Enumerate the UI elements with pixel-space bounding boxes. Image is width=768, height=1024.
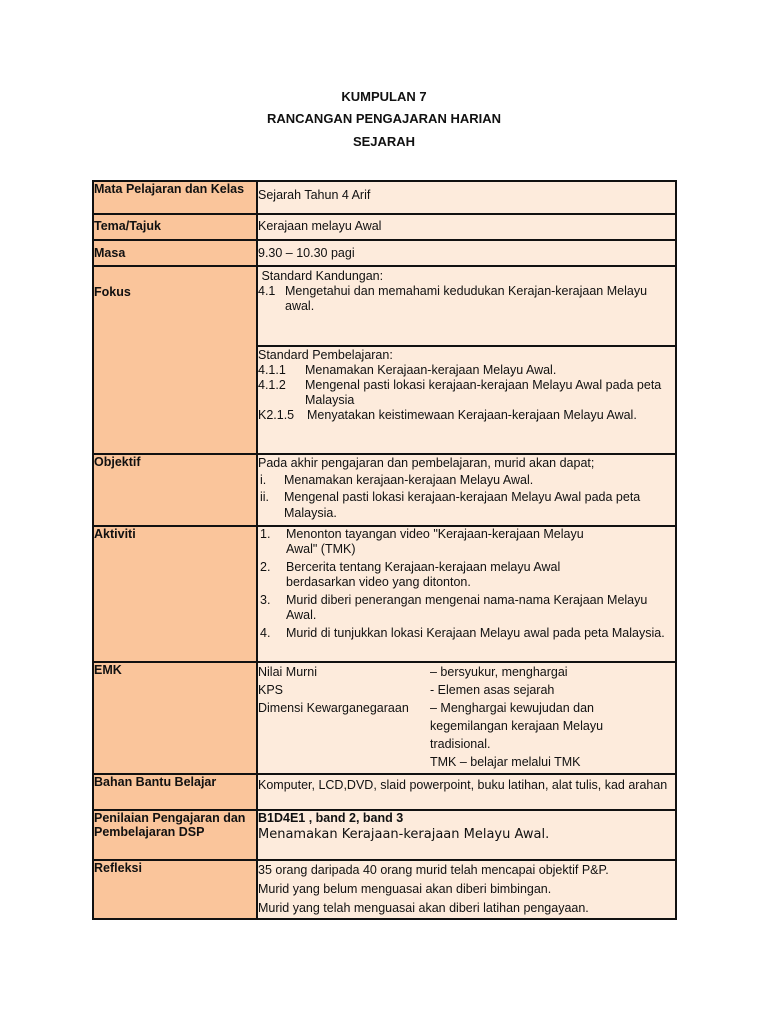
document-title: KUMPULAN 7 [341, 89, 427, 104]
table-row [93, 526, 676, 662]
emk-kps-key: KPS [258, 683, 284, 697]
label-emk: EMK [93, 662, 257, 774]
aktiviti-number: 3. [260, 593, 271, 607]
label-refleksi: Refleksi [93, 860, 257, 919]
table-row [93, 860, 676, 919]
table-row [93, 774, 676, 810]
label-masa: Masa [93, 240, 257, 266]
table-row [93, 214, 676, 240]
aktiviti-number: 4. [260, 626, 271, 640]
document-subtitle: RANCANGAN PENGAJARAN HARIAN [266, 111, 501, 126]
table-row [93, 662, 676, 774]
objektif-item [258, 472, 675, 489]
objektif-intro: Pada akhir pengajaran dan pembelajaran, murid akan dapat; [258, 456, 595, 470]
sp-text: Menyatakan keistimewaan Kerajaan-kerajaan Melayu Awal. [307, 408, 637, 422]
sp-text: Mengenal pasti lokasi kerajaan-kerajaan Melayu Awal pada peta Malaysia [305, 378, 662, 407]
aktiviti-number: 1. [260, 527, 271, 541]
emk-kps [258, 681, 675, 699]
sk-number: 4.1 [258, 284, 283, 298]
value-standard-pembelajaran [257, 346, 676, 454]
sp-heading: Standard Pembelajaran: [258, 348, 393, 362]
aktiviti-item [258, 560, 675, 590]
emk-dimensi-value: – Menghargai kewujudan dan kegemilangan kerajaan Melayu tradisional. [430, 701, 604, 751]
value-emk [257, 662, 676, 774]
emk-dimensi [258, 699, 675, 753]
label-aktiviti: Aktiviti [93, 526, 257, 662]
value-tema: Kerajaan melayu Awal [257, 214, 676, 240]
sp-number: 4.1.1 [258, 363, 286, 377]
aktiviti-number: 2. [260, 560, 271, 574]
aktiviti-text: Murid diberi penerangan mengenai nama-nama Kerajaan Melayu Awal. [286, 593, 648, 622]
aktiviti-text: Murid di tunjukkan lokasi Kerajaan Melayu awal pada peta Malaysia. [286, 626, 665, 640]
table-row [93, 181, 676, 214]
sp-item [258, 408, 675, 423]
table-row [93, 454, 676, 526]
label-fokus: Fokus [93, 266, 257, 454]
table-row [93, 240, 676, 266]
aktiviti-item [258, 593, 675, 623]
emk-tmk: TMK – belajar melalui TMK [430, 755, 581, 769]
objektif-item [258, 489, 675, 521]
value-mata-pelajaran: Sejarah Tahun 4 Arif [257, 181, 676, 214]
sp-item [258, 378, 675, 408]
emk-dimensi-key: Dimensi Kewarganegaraan [258, 701, 409, 715]
table-row [93, 810, 676, 860]
subject-title: SEJARAH [352, 134, 416, 149]
value-bahan: Komputer, LCD,DVD, slaid powerpoint, buku latihan, alat tulis, kad arahan [257, 774, 676, 810]
sk-item [258, 284, 675, 314]
value-refleksi [257, 860, 676, 919]
sk-heading: Standard Kandungan: [258, 269, 384, 283]
value-aktiviti [257, 526, 676, 662]
value-objektif [257, 454, 676, 526]
refleksi-line: 35 orang daripada 40 orang murid telah mencapai objektif P&P. [258, 863, 609, 877]
aktiviti-item [258, 527, 675, 557]
sp-number: K2.1.5 [258, 408, 295, 422]
refleksi-line: Murid yang belum menguasai akan diberi bimbingan. [258, 882, 552, 896]
table-row [93, 266, 676, 346]
aktiviti-text: Menonton tayangan video "Kerajaan-kerajaan Melayu Awal" (TMK) [286, 527, 584, 556]
value-masa: 9.30 – 10.30 pagi [257, 240, 676, 266]
label-tema: Tema/Tajuk [93, 214, 257, 240]
sp-text: Menamakan Kerajaan-kerajaan Melayu Awal. [305, 363, 557, 377]
objektif-number: i. [260, 473, 267, 487]
objektif-text: Menamakan kerajaan-kerajaan Melayu Awal. [284, 473, 534, 487]
refleksi-line: Murid yang telah menguasai akan diberi latihan pengayaan. [258, 901, 589, 915]
label-penilaian: Penilaian Pengajaran dan Pembelajaran DSP [93, 810, 257, 860]
sk-text: Mengetahui dan memahami kedudukan Kerajan-kerajaan Melayu awal. [285, 284, 648, 313]
emk-nilai-value: – bersyukur, menghargai [430, 665, 568, 679]
aktiviti-text: Bercerita tentang Kerajaan-kerajaan melayu Awal berdasarkan video yang ditonton. [286, 560, 561, 589]
objektif-number: ii. [260, 490, 270, 504]
value-standard-kandungan [257, 266, 676, 346]
label-mata-pelajaran: Mata Pelajaran dan Kelas [93, 181, 257, 214]
penilaian-band: B1D4E1 , band 2, band 3 [258, 811, 404, 825]
emk-nilai [258, 663, 675, 681]
lesson-plan-table [92, 180, 677, 920]
sp-number: 4.1.2 [258, 378, 286, 392]
label-objektif: Objektif [93, 454, 257, 526]
emk-kps-value: - Elemen asas sejarah [430, 683, 555, 697]
objektif-text: Mengenal pasti lokasi kerajaan-kerajaan Melayu Awal pada peta Malaysia. [284, 490, 641, 520]
sp-item [258, 363, 675, 378]
aktiviti-item [258, 626, 675, 641]
emk-nilai-key: Nilai Murni [258, 665, 318, 679]
label-bahan: Bahan Bantu Belajar [93, 774, 257, 810]
value-penilaian [257, 810, 676, 860]
penilaian-text: Menamakan Kerajaan-kerajaan Melayu Awal. [258, 827, 550, 842]
